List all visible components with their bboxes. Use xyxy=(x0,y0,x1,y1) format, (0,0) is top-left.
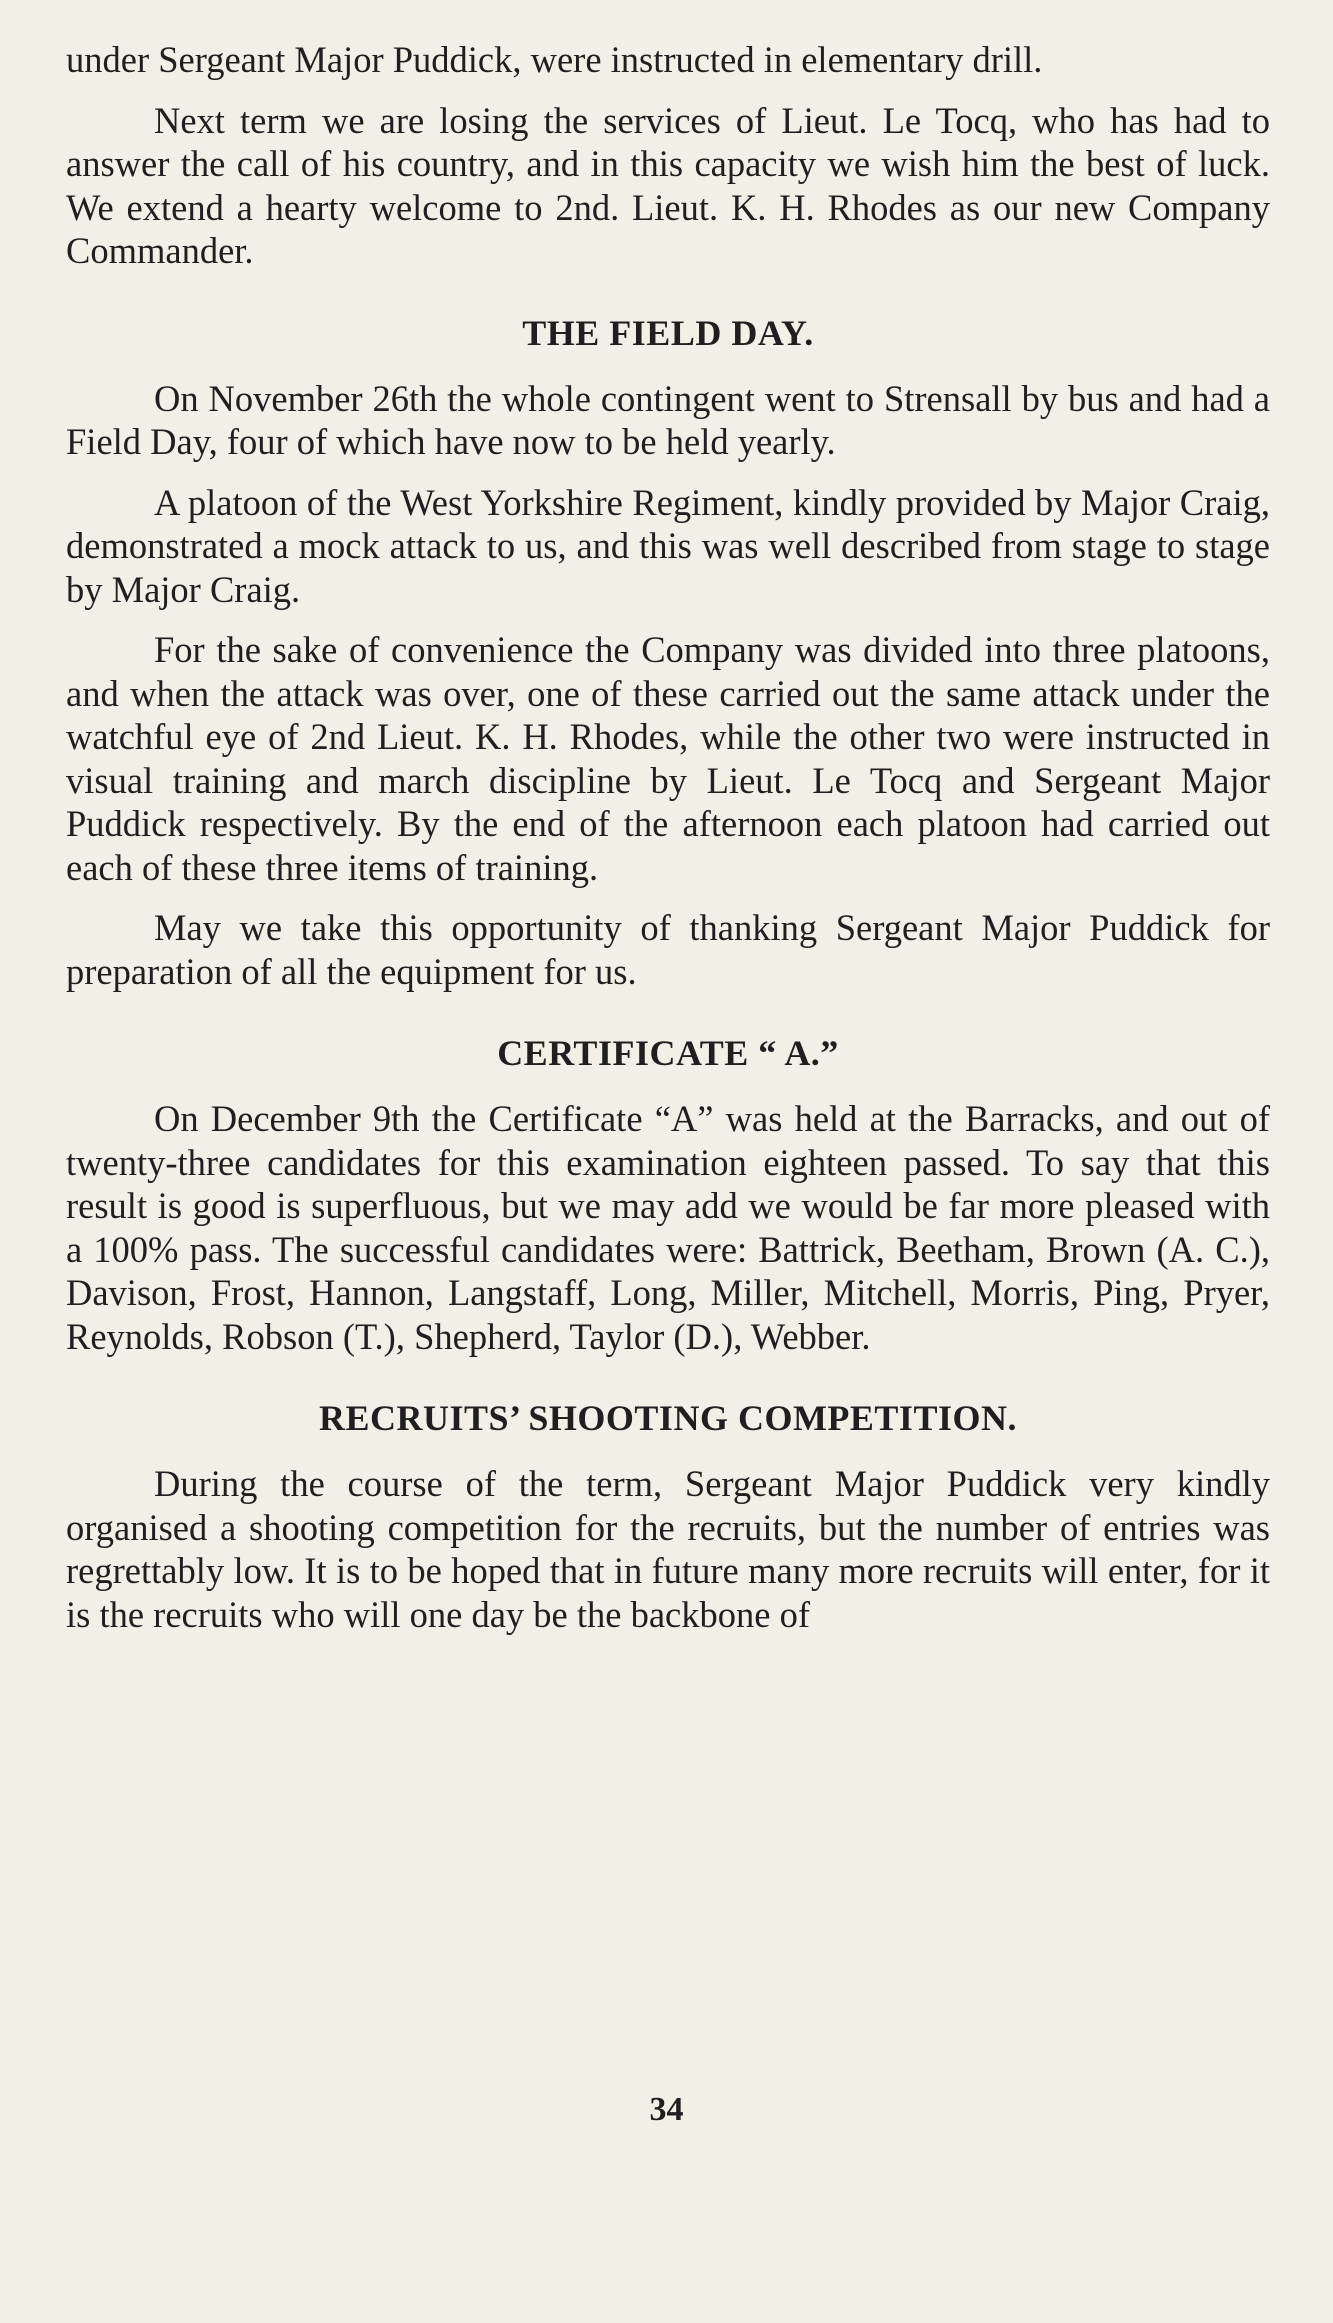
body-paragraph-lieut-le-tocq: Next term we are losing the services of Lieut. Le Tocq, who has had to answer the call of his country, and in this capacity we wish him the best of luck. We extend a hearty welcome to 2nd. Lieut. K. H. Rhodes as our new Company Commander. xyxy=(66,99,1270,271)
body-paragraph-shooting: During the course of the term, Sergeant Major Puddick very kindly organised a shooting competition for the recruits, but the number of entries was regrettably low. It is to be hoped that in future many more recruits will enter, for it is the recruits who will one day be the backbone of xyxy=(66,1463,1270,1635)
body-paragraph-continuation: under Sergeant Major Puddick, were instructed in elementary drill. xyxy=(66,39,1043,80)
body-paragraph-thanks: May we take this opportunity of thanking Sergeant Major Puddick for preparation of all the equipment for us. xyxy=(66,907,1270,992)
section-heading-certificate: CERTIFICATE “ A.” xyxy=(497,1033,839,1073)
page-content xyxy=(66,38,1270,1653)
body-paragraph-west-yorkshire: A platoon of the West Yorkshire Regiment, kindly provided by Major Craig, demonstrated a mock attack to us, and this was well described from stage to stage by Major Craig. xyxy=(66,481,1270,610)
body-paragraph-certificate-results: On December 9th the Certificate “A” was held at the Barracks, and out of twenty-three candidates for this examination eighteen passed. To say that this result is good is superfluous, but we may add we would be far more pleased with a 100% pass. The successful candidates were: Battrick, Beetham, Brown (A. C.), Davison, Frost, Hannon, Langstaff, Long, Miller, Mitchell, Morris, Ping, Pryer, Reynolds, Robson (T.), Shepherd, Taylor (D.), Webber. xyxy=(66,1098,1270,1357)
body-paragraph-strensall: On November 26th the whole contingent went to Strensall by bus and had a Field Day, four of which have now to be held yearly. xyxy=(66,377,1270,462)
section-heading-shooting-competition: RECRUITS’ SHOOTING COMPETITION. xyxy=(319,1398,1017,1438)
page-number: 34 xyxy=(649,2091,684,2128)
section-heading-field-day: THE FIELD DAY. xyxy=(522,312,814,353)
body-paragraph-platoons: For the sake of convenience the Company was divided into three platoons, and when the attack was over, one of these carried out the same attack under the watchful eye of 2nd Lieut. K. H. Rhodes, while the other two were instructed in visual training and march discipline by Lieut. Le Tocq and Sergeant Major Puddick respectively. By the end of the afternoon each platoon had carried out each of these three items of training. xyxy=(66,629,1270,888)
